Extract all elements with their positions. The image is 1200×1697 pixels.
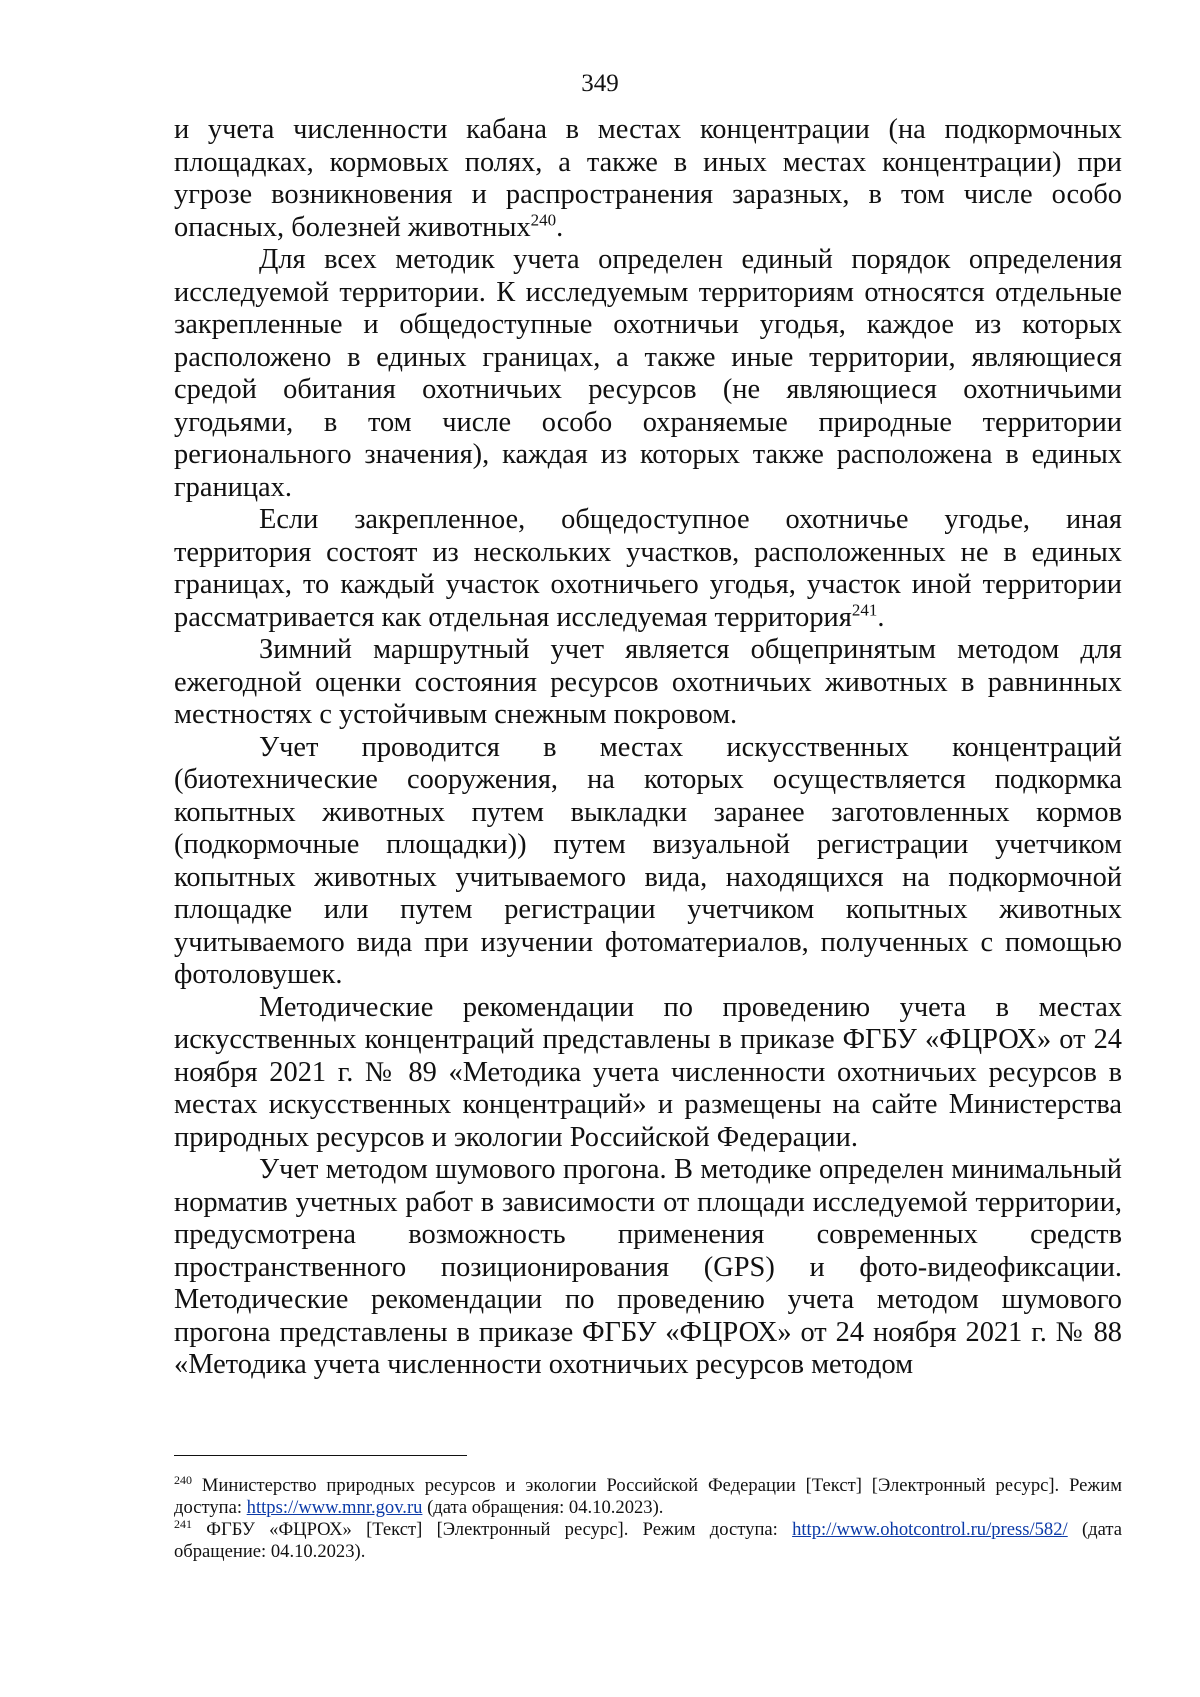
paragraph-7: Учет методом шумового прогона. В методике определен минимальный норматив учетных работ в зависимости от площади исследуемой территории, предусмотрена возможность применения современных средств пространственного позиционирования (GPS) и фото-видеофиксации. Методические рекомендации по проведению учета методом шумового прогона представлены в приказе ФГБУ «ФЦРОХ» от 24 ноября 2021 г. № 88 «Методика учета численности охотничьих ресурсов методом	[174, 1154, 1122, 1380]
paragraph-2: Для всех методик учета определен единый порядок определения исследуемой территории. К исследуемым территориям относятся отдельные закрепленные и общедоступные охотничьи угодья, каждое из которых расположено в единых границах, а также иные территории, являющиеся средой обитания охотничьих ресурсов (не являющиеся охотничьими угодьями, в том числе особо охраняемые природные территории регионального значения), каждая из которых также расположена в единых границах.	[174, 244, 1122, 503]
main-text	[174, 114, 1122, 1382]
footnote-ref-241[interactable]: 241	[851, 600, 878, 620]
paragraph-5: Учет проводится в местах искусственных концентраций (биотехнические сооружения, на которых осуществляется подкормка копытных животных путем выкладки заранее заготовленных кормов (подкормочные площадки)) путем визуальной регистрации учетчиком копытных животных учитываемого вида, находящихся на подкормочной площадке или путем регистрации учетчиком копытных животных учитываемого вида при изучении фотоматериалов, полученных с помощью фотоловушек.	[174, 731, 1122, 990]
paragraph-3: Если закрепленное, общедоступное охотничье угодье, иная территория состоят из нескольких участков, расположенных не в единых границах, то каждый участок охотничьего угодья, участок иной территории рассматривается как отдельная исследуемая территория$^{241}$.	[174, 504, 1122, 633]
footnotes	[174, 1472, 1122, 1563]
footnote-240: $^{240}$ Министерство природных ресурсов и экологии Российской Федерации [Текст] [Электронный ресурс]. Режим доступа: https://www.mnr.gov.ru (дата обращения: 04.10.2023).	[174, 1472, 1122, 1518]
footnote-number: 240	[174, 1472, 192, 1487]
footnote-separator	[174, 1455, 467, 1456]
footnote-number: 241	[174, 1516, 192, 1531]
paragraph-4: Зимний маршрутный учет является общепринятым методом для ежегодной оценки состояния ресурсов охотничьих животных в равнинных местностях с устойчивым снежным покровом.	[174, 634, 1122, 730]
footnote-ref-240[interactable]: 240	[530, 210, 557, 230]
paragraph-6: Методические рекомендации по проведению учета в местах искусственных концентраций представлены в приказе ФГБУ «ФЦРОХ» от 24 ноября 2021 г. № 89 «Методика учета численности охотничьих ресурсов в местах искусственных концентраций» и размещены на сайте Министерства природных ресурсов и экологии Российской Федерации.	[174, 991, 1122, 1153]
footnote-link-ohotcontrol[interactable]: http://www.ohotcontrol.ru/press/582/	[792, 1519, 1068, 1540]
footnote-241: $^{241}$ ФГБУ «ФЦРОХ» [Текст] [Электронный ресурс]. Режим доступа: http://www.ohotcontrol.ru/press/582/ (дата обращение: 04.10.2023).	[174, 1516, 1122, 1562]
paragraph-1: и учета численности кабана в местах концентрации (на подкормочных площадках, кормовых полях, а также в иных местах концентрации) при угрозе возникновения и распространения заразных, в том числе особо опасных, болезней животных$^{240}$.	[174, 114, 1122, 243]
page-number: 349	[581, 70, 619, 97]
footnote-link-mnr[interactable]: https://www.mnr.gov.ru	[246, 1497, 423, 1518]
